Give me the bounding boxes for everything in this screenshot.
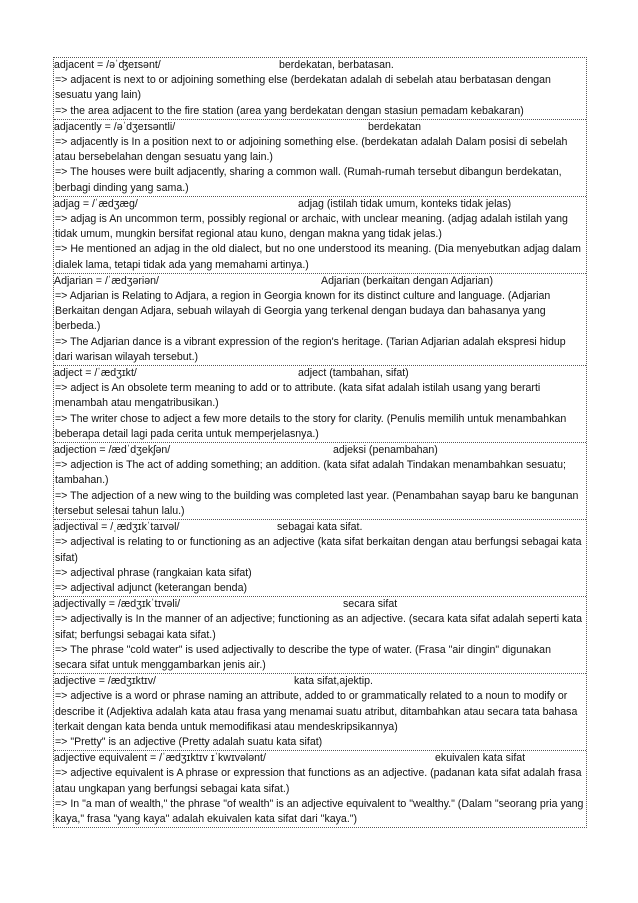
headword: Adjarian = /ˈædʒəriən/ (54, 274, 159, 287)
definition-line: => adjective equivalent is A phrase or expression that functions as an adjective. (padanan kata sifat adalah frasa atau ungkapan yang berfungsi sebagai kata sifat.) (55, 767, 582, 795)
definition-line: => The adjection of a new wing to the building was completed last year. (Penambahan sayap baru ke bangunan tersebut selesai tahun lalu.) (55, 489, 579, 517)
entry (54, 366, 586, 443)
meaning: adjeksi (penambahan) (333, 444, 438, 457)
definition-line: => adjacent is next to or adjoining something else (berdekatan adalah di sebelah atau berbatasan dengan sesuatu yang lain) (55, 74, 551, 102)
entry-header (54, 520, 586, 535)
headword: adjectival = /ˌædʒɪkˈtaɪvəl/ (54, 521, 180, 534)
meaning: kata sifat,ajektip. (294, 675, 373, 688)
definition-line: => He mentioned an adjag in the old dialect, but no one understood its meaning. (Dia menyebutkan adjag dalam dialek lama, tetapi tidak ada yang memahami artinya.) (55, 243, 581, 271)
entry (54, 751, 586, 827)
definition-line: => adjacently is In a position next to or adjoining something else. (berdekatan adalah Dalam posisi di sebelah atau bersebelahan dengan sesuatu yang lain.) (55, 136, 568, 164)
definition-line: => adjectival phrase (rangkaian kata sifat) (55, 566, 252, 579)
headword: adjag = /ˈædʒæg/ (54, 197, 138, 210)
definition-line: => adjection is The act of adding something; an addition. (kata sifat adalah Tindakan menambahkan sesuatu; tambahan.) (55, 459, 566, 487)
headword: adjacent = /əˈʤeɪsənt/ (54, 59, 161, 71)
meaning: Adjarian (berkaitan dengan Adjarian) (321, 274, 493, 287)
entry-header (54, 274, 586, 289)
entry-header (54, 597, 586, 612)
headword: adjacently = /əˈdʒeɪsəntli/ (54, 120, 176, 133)
definition-line: => the area adjacent to the fire station (area yang berdekatan dengan stasiun pemadam kebakaran) (55, 104, 524, 117)
definition-line: => The Adjarian dance is a vibrant expression of the region's heritage. (Tarian Adjarian adalah ekspresi hidup dari warisan wilayah tersebut.) (55, 335, 566, 363)
definition-line: => adjectival adjunct (keterangan benda) (55, 581, 247, 594)
entry (54, 274, 586, 366)
meaning: berdekatan (368, 120, 422, 133)
entry-header (54, 674, 586, 689)
headword: adject = /ˈædʒɪkt/ (54, 367, 137, 380)
definition-line: => adject is An obsolete term meaning to add or to attribute. (kata sifat adalah istilah usang yang berarti menambah atau mengatribusikan.) (55, 382, 541, 410)
entry-header (54, 120, 586, 135)
entry (54, 58, 586, 120)
entry (54, 197, 586, 274)
entry-header (54, 366, 586, 381)
entry (54, 597, 586, 674)
entry-header (54, 443, 586, 458)
headword: adjective equivalent = /ˈædʒɪktɪv ɪˈkwɪvələnt/ (54, 752, 266, 765)
definition-line: => "Pretty" is an adjective (Pretty adalah suatu kata sifat) (55, 735, 323, 748)
entry-header (54, 197, 586, 212)
entry-header (54, 751, 586, 766)
definition-line: => Adjarian is Relating to Adjara, a region in Georgia known for its distinct culture and language. (Adjarian Berkaitan dengan Adjara, sebuah wilayah di Georgia yang terkenal dengan budaya dan bahasanya yang berbeda.) (55, 290, 551, 333)
definition-line: => adjective is a word or phrase naming an attribute, added to or grammatically related to a noun to modify or describe it (Adjektiva adalah kata atau frasa yang menamai suatu atribut, ditambahkan atau secara tata bahasa terkait dengan kata benda untuk memodifikasi atau mendeskripsikannya) (55, 690, 578, 733)
entry-header (54, 58, 586, 73)
definition-line: => adjag is An uncommon term, possibly regional or archaic, with unclear meaning. (adjag adalah istilah yang tidak umum, mungkin bersifat regional atau kuno, dengan makna yang tidak jelas.) (55, 213, 568, 241)
definition-line: => The phrase "cold water" is used adjectivally to describe the type of water. (Frasa "air dingin" digunakan secara sifat untuk menggambarkan jenis air.) (55, 643, 551, 671)
meaning: berdekatan, berbatasan. (279, 59, 394, 71)
entry (54, 120, 586, 197)
headword: adjective = /ædʒɪktɪv/ (54, 675, 156, 688)
meaning: adject (tambahan, sifat) (298, 367, 409, 380)
entry (54, 674, 586, 751)
definition-line: => The writer chose to adject a few more details to the story for clarity. (Penulis memilih untuk menambahkan beberapa detail lagi pada cerita untuk memperjelasnya.) (55, 412, 567, 440)
definition-line: => In "a man of wealth," the phrase "of wealth" is an adjective equivalent to "wealthy." (Dalam "seorang pria yang kaya," frasa "yang kaya" adalah ekuivalen kata sifat dari "kaya.") (55, 797, 584, 825)
meaning: sebagai kata sifat. (277, 521, 363, 534)
meaning: adjag (istilah tidak umum, konteks tidak jelas) (298, 197, 512, 210)
entry (54, 443, 586, 520)
meaning: secara sifat (343, 598, 398, 611)
headword: adjectivally = /ædʒɪkˈtɪvəli/ (54, 598, 181, 611)
definition-line: => adjectivally is In the manner of an adjective; functioning as an adjective. (secara kata sifat adalah seperti kata sifat; berfungsi sebagai kata sifat.) (55, 613, 583, 641)
definition-line: => adjectival is relating to or functioning as an adjective (kata sifat berkaitan dengan atau berfungsi sebagai kata sifat) (55, 536, 582, 564)
definition-line: => The houses were built adjacently, sharing a common wall. (Rumah-rumah tersebut dibangun berdekatan, berbagi dinding yang sama.) (55, 166, 562, 194)
headword: adjection = /ædˈdʒekʃən/ (54, 444, 171, 457)
dictionary-table (53, 57, 587, 828)
entry (54, 520, 586, 597)
meaning: ekuivalen kata sifat (435, 752, 526, 765)
